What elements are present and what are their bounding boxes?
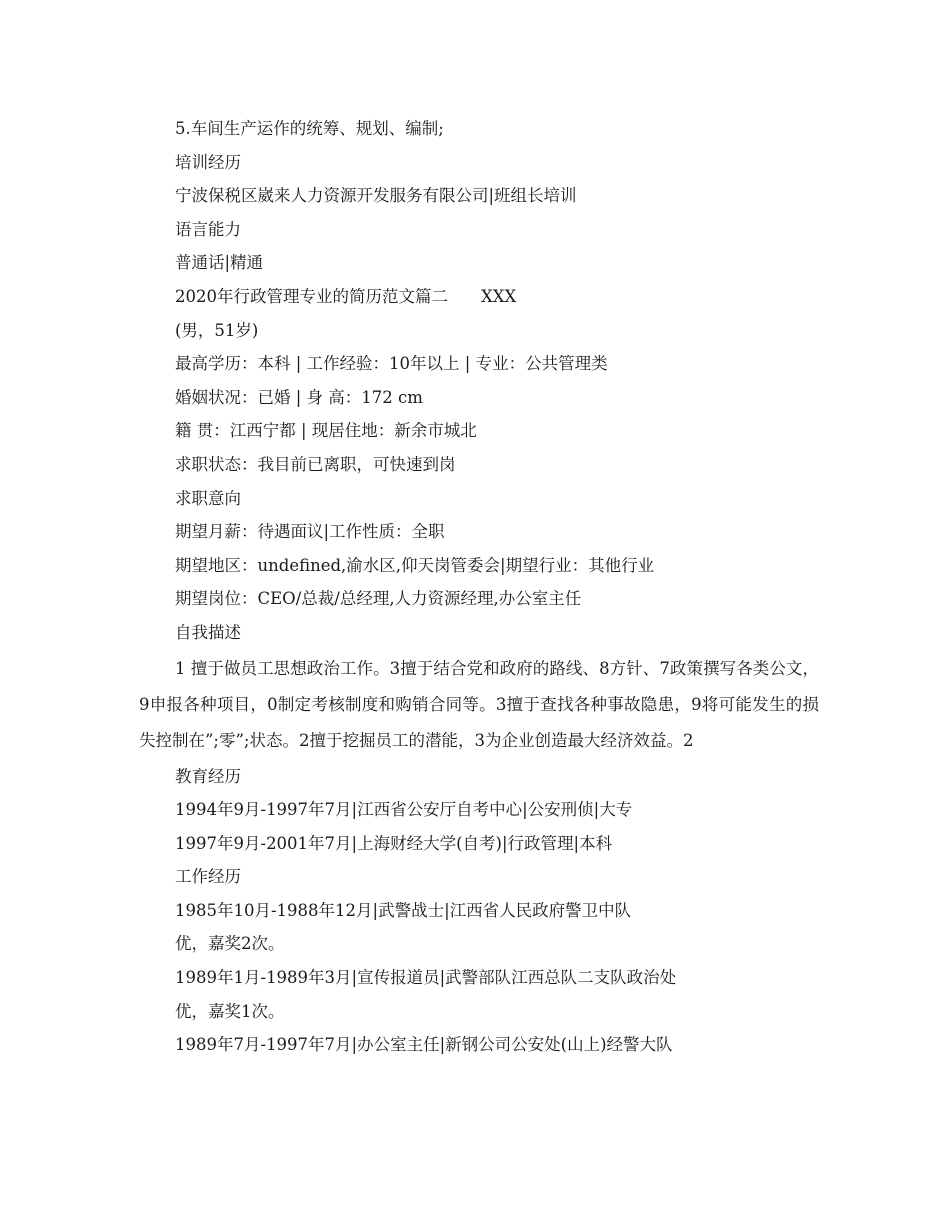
heading-language: 语言能力 bbox=[175, 219, 241, 239]
self-description-paragraph: 1 擅于做员工思想政治工作。3擅于结合党和政府的路线、8方针、7政策撰写各类公文，9申报各种项目，0制定考核制度和购销合同等。3擅于查找各种事故隐患，9将可能发生的损失控制在”;零”;状态。2擅于挖掘员工的潜能，3为企业创造最大经济效益。2 bbox=[139, 658, 819, 750]
text-line-work-2: 1989年1月-1989年3月|宣传报道员|武警部队江西总队二支队政治处 bbox=[175, 968, 677, 988]
text-line-education-1: 1994年9月-1997年7月|江西省公安厅自考中心|公安刑侦|大专 bbox=[175, 800, 633, 820]
text-line-work-1: 1985年10月-1988年12月|武警战士|江西省人民政府警卫中队 bbox=[175, 900, 632, 920]
text-line-hometown-residence: 籍 贯：江西宁都 | 现居住地：新余市城北 bbox=[175, 421, 477, 441]
heading-training: 培训经历 bbox=[175, 152, 241, 172]
document-body bbox=[139, 112, 819, 1062]
text-line-language-item: 普通话|精通 bbox=[175, 253, 264, 273]
heading-self-description: 自我描述 bbox=[175, 622, 241, 642]
text-line-training-item: 宁波保税区崴来人力资源开发服务有限公司|班组长培训 bbox=[175, 186, 577, 206]
resume-title: 2020年行政管理专业的简历范文篇二 XXX bbox=[175, 286, 517, 306]
text-line-job-status: 求职状态：我目前已离职，可快速到岗 bbox=[175, 454, 456, 474]
text-line-work-1-award: 优，嘉奖2次。 bbox=[175, 934, 285, 954]
text-line-workshop-duty: 5.车间生产运作的统筹、规划、编制; bbox=[175, 119, 444, 138]
text-line-education-2: 1997年9月-2001年7月|上海财经大学(自考)|行政管理|本科 bbox=[175, 833, 613, 853]
text-line-education-experience: 最高学历：本科 | 工作经验：10年以上 | 专业：公共管理类 bbox=[175, 354, 608, 374]
text-line-marital-height: 婚姻状况：已婚 | 身 高：172 cm bbox=[175, 387, 423, 407]
text-line-gender-age: (男，51岁) bbox=[175, 320, 259, 340]
text-line-work-3: 1989年7月-1997年7月|办公室主任|新钢公司公安处(山上)经警大队 bbox=[175, 1035, 673, 1055]
text-line-salary-type: 期望月薪：待遇面议|工作性质：全职 bbox=[175, 522, 445, 542]
heading-education: 教育经历 bbox=[175, 766, 241, 786]
heading-job-intention: 求职意向 bbox=[175, 488, 241, 508]
text-line-region-industry: 期望地区：undefined,渝水区,仰天岗管委会|期望行业：其他行业 bbox=[175, 555, 655, 575]
text-line-positions: 期望岗位：CEO/总裁/总经理,人力资源经理,办公室主任 bbox=[175, 589, 582, 609]
heading-work-experience: 工作经历 bbox=[175, 867, 241, 887]
text-line-work-2-award: 优，嘉奖1次。 bbox=[175, 1001, 285, 1021]
